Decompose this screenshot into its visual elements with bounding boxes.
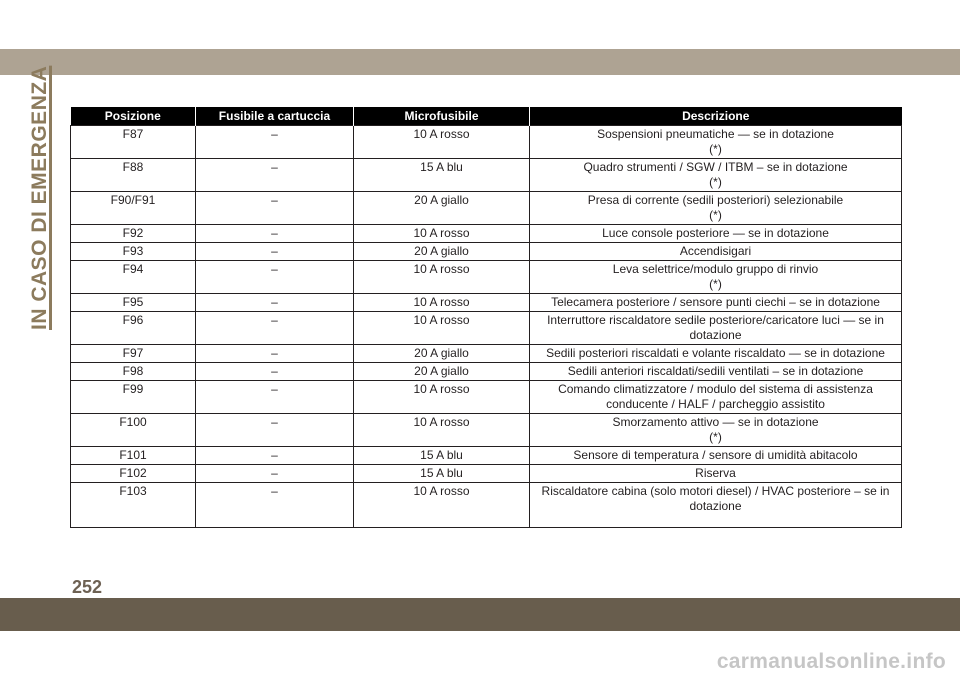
table-row bbox=[71, 381, 902, 414]
cell-descrizione bbox=[530, 345, 902, 363]
cell-descrizione bbox=[530, 294, 902, 312]
description-text: Riscaldatore cabina (solo motori diesel) / HVAC posteriore – se in dotazione bbox=[541, 484, 890, 513]
cell-microfusibile: 10 A rosso bbox=[354, 225, 530, 243]
table-row bbox=[71, 483, 902, 528]
cell-posizione: F98 bbox=[71, 363, 196, 381]
top-color-band bbox=[0, 49, 960, 75]
cell-microfusibile: 10 A rosso bbox=[354, 261, 530, 294]
cell-fusibile-cartuccia: – bbox=[196, 261, 354, 294]
cell-descrizione bbox=[530, 243, 902, 261]
fuse-table bbox=[70, 107, 902, 528]
cell-fusibile-cartuccia: – bbox=[196, 465, 354, 483]
description-text: Comando climatizzatore / modulo del sistema di assistenza conducente / HALF / parcheggio assistito bbox=[558, 382, 873, 411]
cell-microfusibile: 20 A giallo bbox=[354, 243, 530, 261]
cell-posizione: F90/F91 bbox=[71, 192, 196, 225]
cell-microfusibile: 20 A giallo bbox=[354, 192, 530, 225]
table-row bbox=[71, 465, 902, 483]
description-text: Sedili posteriori riscaldati e volante riscaldato — se in dotazione bbox=[546, 346, 885, 360]
cell-posizione: F99 bbox=[71, 381, 196, 414]
description-text: Presa di corrente (sedili posteriori) selezionabile bbox=[587, 193, 844, 207]
cell-fusibile-cartuccia: – bbox=[196, 483, 354, 528]
cell-microfusibile: 10 A rosso bbox=[354, 381, 530, 414]
description-note: (*) bbox=[709, 208, 722, 222]
bottom-color-band bbox=[0, 598, 960, 631]
table-body bbox=[71, 126, 902, 528]
table-row bbox=[71, 345, 902, 363]
cell-fusibile-cartuccia: – bbox=[196, 363, 354, 381]
cell-fusibile-cartuccia: – bbox=[196, 345, 354, 363]
table-row bbox=[71, 225, 902, 243]
header-fusibile-cartuccia: Fusibile a cartuccia bbox=[196, 107, 354, 126]
cell-descrizione bbox=[530, 312, 902, 345]
watermark: carmanualsonline.info bbox=[716, 650, 946, 673]
cell-fusibile-cartuccia: – bbox=[196, 294, 354, 312]
table-row bbox=[71, 312, 902, 345]
description-note: (*) bbox=[709, 175, 722, 189]
description-text: Smorzamento attivo — se in dotazione bbox=[612, 415, 819, 429]
table-row bbox=[71, 159, 902, 192]
cell-fusibile-cartuccia: – bbox=[196, 225, 354, 243]
cell-posizione: F87 bbox=[71, 126, 196, 159]
description-note: (*) bbox=[709, 277, 722, 291]
description-note: (*) bbox=[709, 142, 722, 156]
cell-descrizione bbox=[530, 363, 902, 381]
description-text: Interruttore riscaldatore sedile posteriore/caricatore luci — se in dotazione bbox=[547, 313, 884, 342]
cell-posizione: F94 bbox=[71, 261, 196, 294]
cell-descrizione bbox=[530, 159, 902, 192]
description-text: Riserva bbox=[695, 466, 736, 480]
cell-microfusibile: 10 A rosso bbox=[354, 414, 530, 447]
table-row bbox=[71, 243, 902, 261]
cell-descrizione bbox=[530, 465, 902, 483]
description-text: Leva selettrice/modulo gruppo di rinvio bbox=[612, 262, 819, 276]
page-number: 252 bbox=[72, 577, 103, 597]
cell-posizione: F96 bbox=[71, 312, 196, 345]
description-text: Quadro strumenti / SGW / ITBM – se in dotazione bbox=[583, 160, 848, 174]
cell-descrizione bbox=[530, 261, 902, 294]
cell-descrizione bbox=[530, 447, 902, 465]
cell-microfusibile: 15 A blu bbox=[354, 465, 530, 483]
cell-microfusibile: 10 A rosso bbox=[354, 483, 530, 528]
description-text: Telecamera posteriore / sensore punti ciechi – se in dotazione bbox=[551, 295, 880, 309]
description-text: Sensore di temperatura / sensore di umidità abitacolo bbox=[573, 448, 858, 462]
cell-microfusibile: 10 A rosso bbox=[354, 312, 530, 345]
table-header-row bbox=[71, 107, 902, 126]
description-text: Accendisigari bbox=[679, 244, 752, 258]
cell-fusibile-cartuccia: – bbox=[196, 192, 354, 225]
cell-microfusibile: 20 A giallo bbox=[354, 363, 530, 381]
header-posizione: Posizione bbox=[71, 107, 196, 126]
cell-descrizione bbox=[530, 192, 902, 225]
cell-microfusibile: 20 A giallo bbox=[354, 345, 530, 363]
cell-posizione: F101 bbox=[71, 447, 196, 465]
cell-fusibile-cartuccia: – bbox=[196, 414, 354, 447]
table-row bbox=[71, 192, 902, 225]
cell-posizione: F95 bbox=[71, 294, 196, 312]
cell-microfusibile: 15 A blu bbox=[354, 159, 530, 192]
cell-fusibile-cartuccia: – bbox=[196, 381, 354, 414]
cell-posizione: F88 bbox=[71, 159, 196, 192]
cell-posizione: F103 bbox=[71, 483, 196, 528]
table-row bbox=[71, 363, 902, 381]
table-row bbox=[71, 414, 902, 447]
cell-fusibile-cartuccia: – bbox=[196, 447, 354, 465]
cell-posizione: F92 bbox=[71, 225, 196, 243]
header-descrizione: Descrizione bbox=[530, 107, 902, 126]
cell-fusibile-cartuccia: – bbox=[196, 243, 354, 261]
table-row bbox=[71, 447, 902, 465]
cell-posizione: F97 bbox=[71, 345, 196, 363]
cell-fusibile-cartuccia: – bbox=[196, 126, 354, 159]
cell-fusibile-cartuccia: – bbox=[196, 312, 354, 345]
cell-fusibile-cartuccia: – bbox=[196, 159, 354, 192]
description-text: Luce console posteriore — se in dotazione bbox=[602, 226, 829, 240]
cell-descrizione bbox=[530, 126, 902, 159]
cell-posizione: F102 bbox=[71, 465, 196, 483]
cell-descrizione bbox=[530, 414, 902, 447]
cell-descrizione bbox=[530, 381, 902, 414]
cell-microfusibile: 10 A rosso bbox=[354, 294, 530, 312]
cell-microfusibile: 10 A rosso bbox=[354, 126, 530, 159]
header-microfusibile: Microfusibile bbox=[354, 107, 530, 126]
table-row bbox=[71, 294, 902, 312]
section-title: IN CASO DI EMERGENZA bbox=[28, 65, 51, 330]
description-text: Sedili anteriori riscaldati/sedili ventilati – se in dotazione bbox=[567, 364, 864, 378]
cell-posizione: F93 bbox=[71, 243, 196, 261]
cell-descrizione bbox=[530, 225, 902, 243]
cell-microfusibile: 15 A blu bbox=[354, 447, 530, 465]
cell-descrizione bbox=[530, 483, 902, 528]
description-note: (*) bbox=[709, 430, 722, 444]
description-text: Sospensioni pneumatiche — se in dotazione bbox=[597, 127, 834, 141]
cell-posizione: F100 bbox=[71, 414, 196, 447]
table-row bbox=[71, 261, 902, 294]
table-row bbox=[71, 126, 902, 159]
